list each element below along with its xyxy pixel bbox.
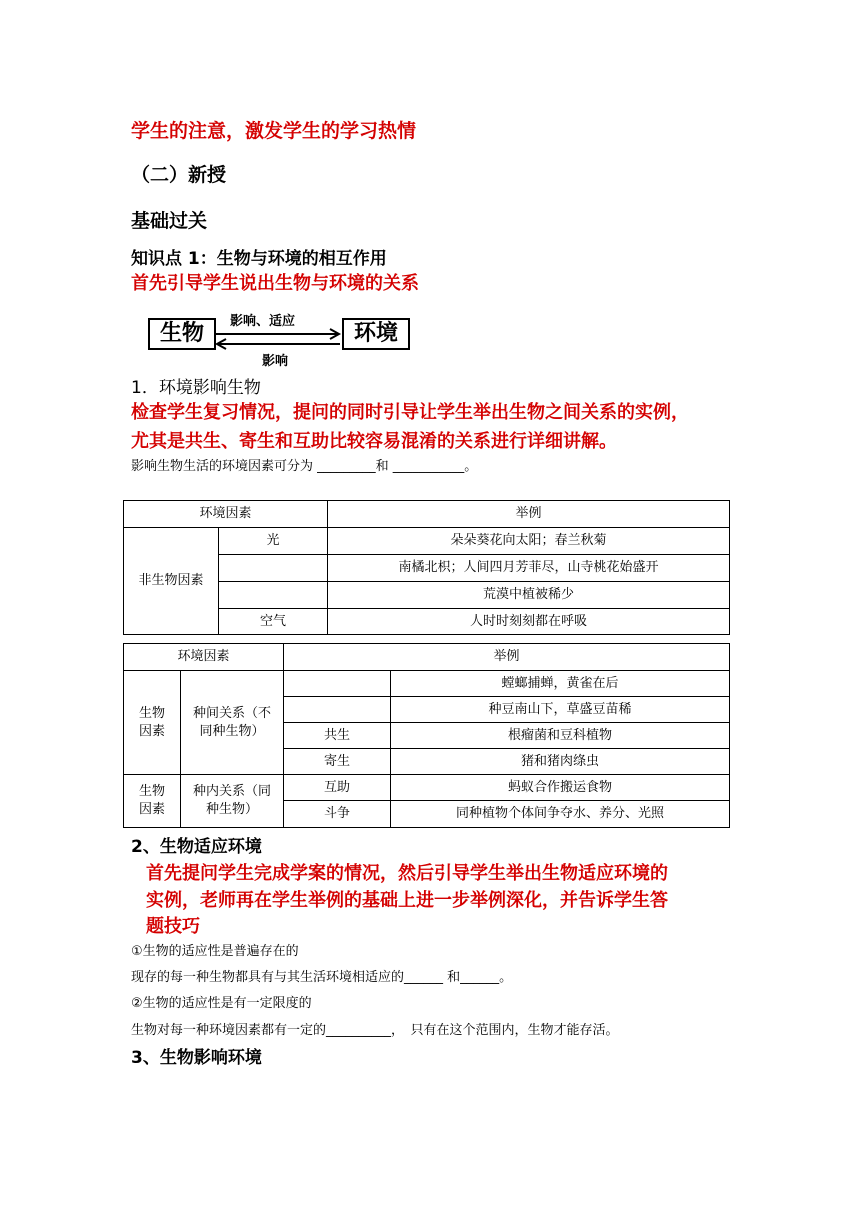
section-heading: （二）新授 [131,164,227,186]
interspecific-label [181,671,284,775]
example-cell: 根瘤菌和豆科植物 [391,723,730,749]
example-cell: 蚂蚁合作搬运食物 [391,775,730,801]
organism-box: 生物 [148,318,216,350]
intro-line: 学生的注意，激发学生的学习热情 [131,120,417,142]
double-arrow-icon [214,328,342,350]
example-cell: 荒漠中植被稀少 [328,582,730,609]
interspecific-line2: 同种生物） [199,723,265,739]
abiotic-category: 非生物因素 [124,528,219,635]
example-cell: 种豆南山下，草盛豆苗稀 [391,697,730,723]
factor-cell: 空气 [219,609,328,635]
interspecific-line1: 种间关系（不 [192,705,271,721]
item1-note-line2: 尤其是共生、寄生和互助比较容易混淆的关系进行详细讲解。 [131,431,617,452]
environment-box: 环境 [342,318,410,350]
knowledge-point-title: 知识点 1：生物与环境的相互作用 [131,249,387,269]
item1-note-line1: 检查学生复习情况，提问的同时引导让学生举出生物之间关系的实例， [131,402,689,423]
basic-pass-heading: 基础过关 [131,210,208,232]
teaching-note: 首先引导学生说出生物与环境的关系 [131,273,419,294]
intraspecific-line2: 种生物） [205,802,258,817]
relation-cell [284,671,391,697]
example-cell: 南橘北枳；人间四月芳菲尽，山寺桃花始盛开 [328,555,730,582]
intraspecific-line1: 种内关系（同 [192,784,271,799]
biotic-category-line2: 因素 [138,723,165,739]
relationship-diagram [148,306,410,370]
example-cell: 螳螂捕蝉，黄雀在后 [391,671,730,697]
arrow-label-top: 影响、适应 [230,314,296,329]
relation-cell: 斗争 [284,801,391,828]
biotic-factors-table [123,643,730,828]
adaptation-fill-1: 现存的每一种生物都具有与其生活环境相适应的______ 和______。 [131,970,513,985]
adaptation-point-2: ②生物的适应性是有一定限度的 [131,996,312,1011]
example-cell: 朵朵葵花向太阳；春兰秋菊 [328,528,730,555]
item3-title: 3、生物影响环境 [131,1048,262,1068]
item2-note-line1: 首先提问学生完成学案的情况，然后引导学生举出生物适应环境的 [146,863,668,884]
biotic-category-line2: 因素 [138,802,165,817]
item1-title: 1．环境影响生物 [131,378,261,398]
arrow-label-bottom: 影响 [262,354,289,369]
table-header-factor: 环境因素 [124,501,328,528]
biotic-category-line1: 生物 [138,784,165,799]
factor-cell [219,582,328,609]
factor-cell: 光 [219,528,328,555]
table-header-example: 举例 [328,501,730,528]
table-header-factor: 环境因素 [124,644,284,671]
example-cell: 人时时刻刻都在呼吸 [328,609,730,635]
relation-cell: 寄生 [284,749,391,775]
relation-cell: 互助 [284,775,391,801]
item2-note-line3: 题技巧 [146,916,200,937]
adaptation-point-1: ①生物的适应性是普遍存在的 [131,944,299,959]
factor-cell [219,555,328,582]
relation-cell: 共生 [284,723,391,749]
abiotic-factors-table [123,500,730,635]
biotic-category-line1: 生物 [138,705,165,721]
fill-in-line: 影响生物生活的环境因素可分为 _________和 ___________。 [131,459,478,474]
intraspecific-label [181,775,284,828]
biotic-category [124,671,181,775]
adaptation-fill-2: 生物对每一种环境因素都有一定的__________， 只有在这个范围内，生物才能存活。 [131,1023,619,1038]
example-cell: 同种植物个体间争夺水、养分、光照 [391,801,730,828]
item2-note-line2: 实例，老师再在学生举例的基础上进一步举例深化，并告诉学生答 [146,890,668,911]
relation-cell [284,697,391,723]
biotic-category-2 [124,775,181,828]
item2-title: 2、生物适应环境 [131,837,262,857]
example-cell: 猪和猪肉绦虫 [391,749,730,775]
table-header-example: 举例 [284,644,730,671]
